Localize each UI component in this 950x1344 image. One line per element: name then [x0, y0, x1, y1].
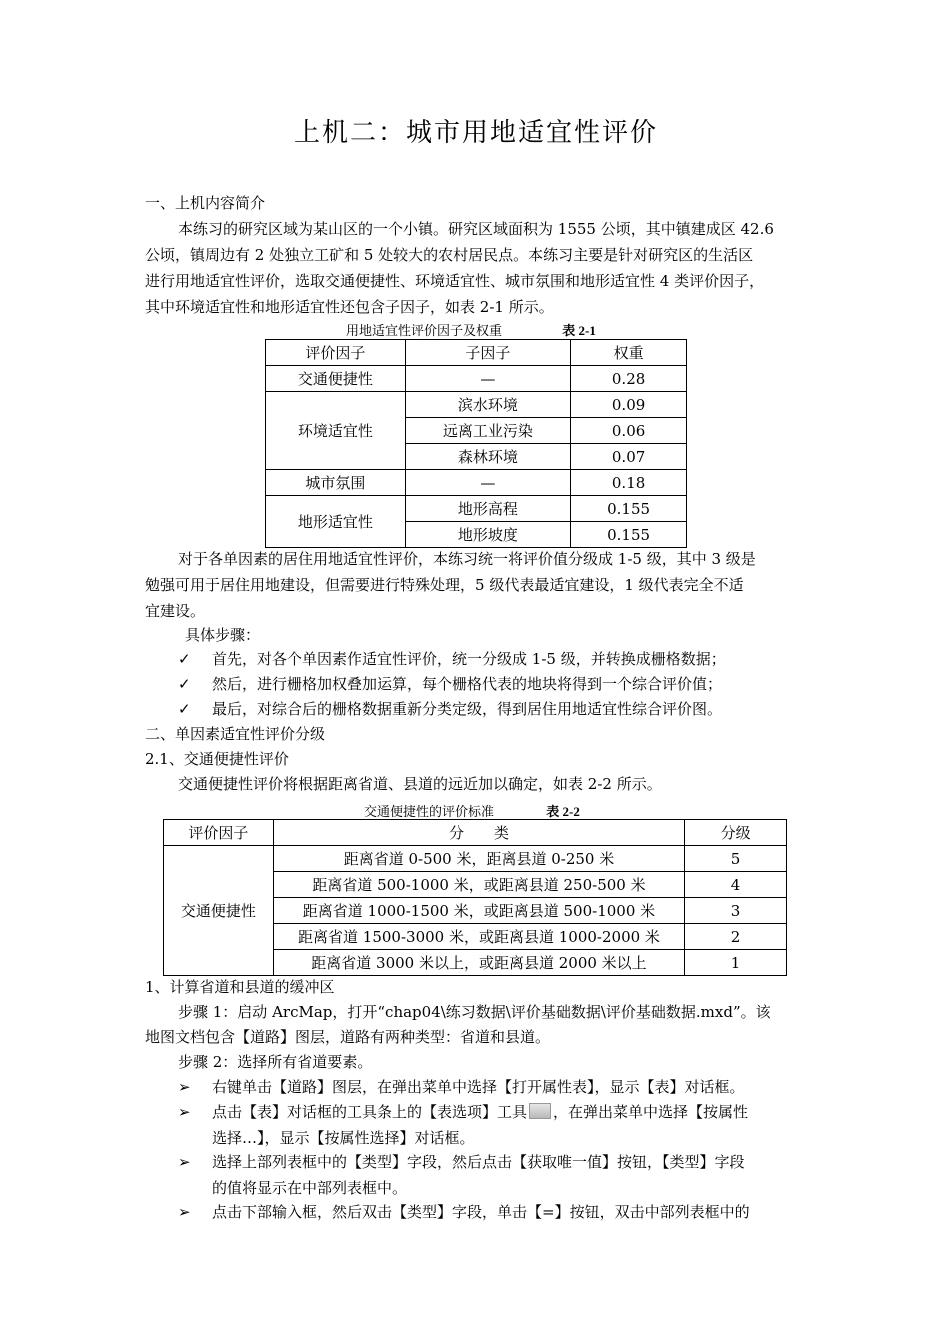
table2-header-factor: 评价因子: [164, 820, 274, 846]
check-icon: ✓: [178, 675, 191, 693]
arrow-item-text-part: 点击【表】对话框的工具条上的【表选项】工具: [212, 1103, 528, 1121]
para1-line-2: 公顷，镇周边有 2 处独立工矿和 5 处较大的农村居民点。本练习主要是针对研究区的生活区: [145, 246, 754, 264]
table1-cell-factor: 交通便捷性: [266, 366, 406, 392]
table2-caption-text: 交通便捷性的评价标准: [364, 805, 495, 820]
subsection-heading-2-1: 2.1、交通便捷性评价: [145, 750, 289, 768]
step-section-heading: 1、计算省道和县道的缓冲区: [145, 978, 335, 996]
table1-caption: [346, 320, 596, 339]
arrow-item-text: [212, 1149, 807, 1201]
table1-header-sub: 子因子: [405, 340, 571, 366]
table1-cell-weight: 0.155: [571, 496, 687, 522]
step1-line-2: 地图文档包含【道路】图层，道路有两种类型：省道和县道。: [145, 1028, 551, 1046]
arrow-item-text: 右键单击【道路】图层，在弹出菜单中选择【打开属性表】，显示【表】对话框。: [212, 1078, 745, 1096]
checklist-text: 然后，进行栅格加权叠加运算，每个栅格代表的地块将得到一个综合评价值；: [212, 675, 723, 693]
arrow-item-text-part: ，在弹出菜单中选择【按属性: [553, 1103, 749, 1121]
section-heading-1: 一、上机内容简介: [145, 194, 266, 212]
section2-intro: 交通便捷性评价将根据距离省道、县道的远近加以确定，如表 2-2 所示。: [178, 775, 662, 793]
table1-cell-factor: 环境适宜性: [266, 392, 406, 470]
table2-cell-class: 距离省道 1000-1500 米，或距离县道 500-1000 米: [273, 898, 684, 924]
table-options-tool-icon: [529, 1103, 551, 1119]
para1-line-1: 本练习的研究区域为某山区的一个小镇。研究区域面积为 1555 公顷，其中镇建成区 42.6: [178, 220, 774, 238]
arrow-item-text: [212, 1099, 807, 1151]
table1-cell-weight: 0.28: [571, 366, 687, 392]
table1-header-weight: 权重: [571, 340, 687, 366]
table1-cell-weight: 0.09: [571, 392, 687, 418]
para1-line-4: 其中环境适宜性和地形适宜性还包含子因子，如表 2-1 所示。: [145, 298, 554, 316]
table2-cell-class: 距离省道 0-500 米，距离县道 0-250 米: [273, 846, 684, 872]
check-icon: ✓: [178, 700, 191, 718]
arrow-icon: ➢: [178, 1078, 191, 1096]
table1-cell-sub: 滨水环境: [405, 392, 571, 418]
arrow-icon: ➢: [178, 1103, 191, 1121]
table2-cell-grade: 2: [685, 924, 787, 950]
check-icon: ✓: [178, 650, 191, 668]
table2-header-grade: 分级: [685, 820, 787, 846]
steps-label: 具体步骤：: [185, 626, 261, 644]
table1-cell-weight: 0.07: [571, 444, 687, 470]
arrow-item: [178, 1099, 807, 1151]
para1-line-3: 进行用地适宜性评价，选取交通便捷性、环境适宜性、城市氛围和地形适宜性 4 类评价因子，: [145, 272, 765, 290]
table1-caption-number: 表 2-1: [562, 323, 596, 338]
para2-line-2: 勉强可用于居住用地建设，但需要进行特殊处理，5 级代表最适宜建设，1 级代表完全不适: [145, 576, 744, 594]
table1-cell-sub: —: [405, 470, 571, 496]
table2-caption: [364, 801, 580, 820]
table-weights: [265, 339, 687, 548]
arrow-item-text-part: 选择…】，显示【按属性选择】对话框。: [212, 1129, 475, 1147]
checklist-text: 首先，对各个单因素作适宜性评价，统一分级成 1-5 级，并转换成栅格数据；: [212, 650, 726, 668]
table1-cell-sub: 地形高程: [405, 496, 571, 522]
table2-cell-class: 距离省道 500-1000 米，或距离县道 250-500 米: [273, 872, 684, 898]
section-heading-2: 二、单因素适宜性评价分级: [145, 725, 326, 743]
step2-line: 步骤 2：选择所有省道要素。: [178, 1053, 373, 1071]
arrow-item-text-part: 选择上部列表框中的【类型】字段，然后点击【获取唯一值】按钮，【类型】字段: [212, 1153, 745, 1171]
table1-cell-sub: —: [405, 366, 571, 392]
table-traffic-criteria: [163, 819, 787, 976]
arrow-item-text-part: 的值将显示在中部列表框中。: [212, 1179, 408, 1197]
table2-cell-grade: 4: [685, 872, 787, 898]
table2-cell-class: 距离省道 1500-3000 米，或距离县道 1000-2000 米: [273, 924, 684, 950]
table1-cell-factor: 地形适宜性: [266, 496, 406, 548]
table2-cell-grade: 1: [685, 950, 787, 976]
arrow-icon: ➢: [178, 1203, 191, 1221]
table1-cell-weight: 0.155: [571, 522, 687, 548]
para2-line-1: 对于各单因素的居住用地适宜性评价，本练习统一将评价值分级成 1-5 级，其中 3 级是: [178, 550, 756, 568]
table1-cell-sub: 远离工业污染: [405, 418, 571, 444]
table1-cell-weight: 0.18: [571, 470, 687, 496]
table2-cell-grade: 3: [685, 898, 787, 924]
table2-header-class: 分 类: [273, 820, 684, 846]
step1-line-1: 步骤 1：启动 ArcMap，打开“chap04\练习数据\评价基础数据\评价基础数据.mxd”。该: [178, 1003, 771, 1021]
arrow-item: [178, 1149, 807, 1201]
table1-cell-sub: 森林环境: [405, 444, 571, 470]
arrow-item-text: 点击下部输入框，然后双击【类型】字段，单击【=】按钮，双击中部列表框中的: [212, 1203, 750, 1221]
table2-cell-factor: 交通便捷性: [164, 846, 274, 976]
table1-cell-weight: 0.06: [571, 418, 687, 444]
checklist-text: 最后，对综合后的栅格数据重新分类定级，得到居住用地适宜性综合评价图。: [212, 700, 723, 718]
para2-line-3: 宜建设。: [145, 602, 206, 620]
page-title: 上机二：城市用地适宜性评价: [293, 118, 658, 148]
table1-header-factor: 评价因子: [266, 340, 406, 366]
table2-cell-class: 距离省道 3000 米以上，或距离县道 2000 米以上: [273, 950, 684, 976]
table1-caption-text: 用地适宜性评价因子及权重: [346, 324, 503, 339]
table1-cell-sub: 地形坡度: [405, 522, 571, 548]
table1-cell-factor: 城市氛围: [266, 470, 406, 496]
table2-caption-number: 表 2-2: [546, 804, 580, 819]
arrow-icon: ➢: [178, 1153, 191, 1171]
table2-cell-grade: 5: [685, 846, 787, 872]
